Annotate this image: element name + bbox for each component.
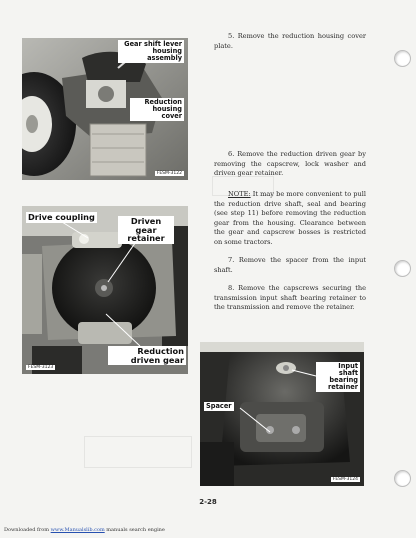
step-7: 7. Remove the spacer from the input shaft. (214, 256, 366, 274)
step-6: 6. Remove the reduction driven gear by removing the capscrew, lock washer and driven gear retainer. (214, 150, 366, 178)
note-text: It may be more convenient to pull the reduction drive shaft, seal and bearing (see step 11) before removing the reduction gear from the housing. Clearance between the gear and capscrew bosses is restricted on some tractors. (214, 190, 366, 246)
page-number: 2-28 (199, 498, 217, 506)
note-label: NOTE: (228, 190, 251, 198)
callout-reduction-housing-cover: Reduction housing cover (130, 98, 184, 121)
binder-hole (394, 260, 411, 277)
binder-hole (394, 470, 411, 487)
step-8: 8. Remove the capscrews securing the transmission input shaft bearing retainer to the transmission and remove the retainer. (214, 284, 366, 312)
callout-gear-shift-lever: Gear shift lever housing assembly (118, 40, 184, 63)
manualslib-link[interactable]: www.Manualslib.com (50, 527, 105, 533)
figure-3-id: FESM-3124 (332, 477, 358, 482)
bleed-through-mark (84, 436, 192, 468)
figure-2-id: FESM-3123 (28, 365, 54, 370)
figure-2-photo (22, 206, 188, 374)
step-5: 5. Remove the reduction housing cover plate. (214, 32, 366, 50)
callout-driven-gear-retainer: Driven gear retainer (118, 216, 174, 244)
callout-reduction-driven-gear: Reduction driven gear (108, 346, 186, 365)
figure-1-id: FESM-3122 (156, 171, 182, 176)
download-source: Downloaded from www.Manualslib.com manuals search engine (4, 527, 165, 533)
callout-spacer: Spacer (206, 402, 232, 410)
binder-hole (394, 50, 411, 67)
note-paragraph (214, 190, 366, 248)
callout-drive-coupling: Drive coupling (28, 212, 95, 222)
figure-3-photo (200, 342, 364, 486)
figure-1-photo (22, 38, 188, 180)
callout-input-shaft-bearing-retainer: Input shaft bearing retainer (316, 362, 360, 392)
